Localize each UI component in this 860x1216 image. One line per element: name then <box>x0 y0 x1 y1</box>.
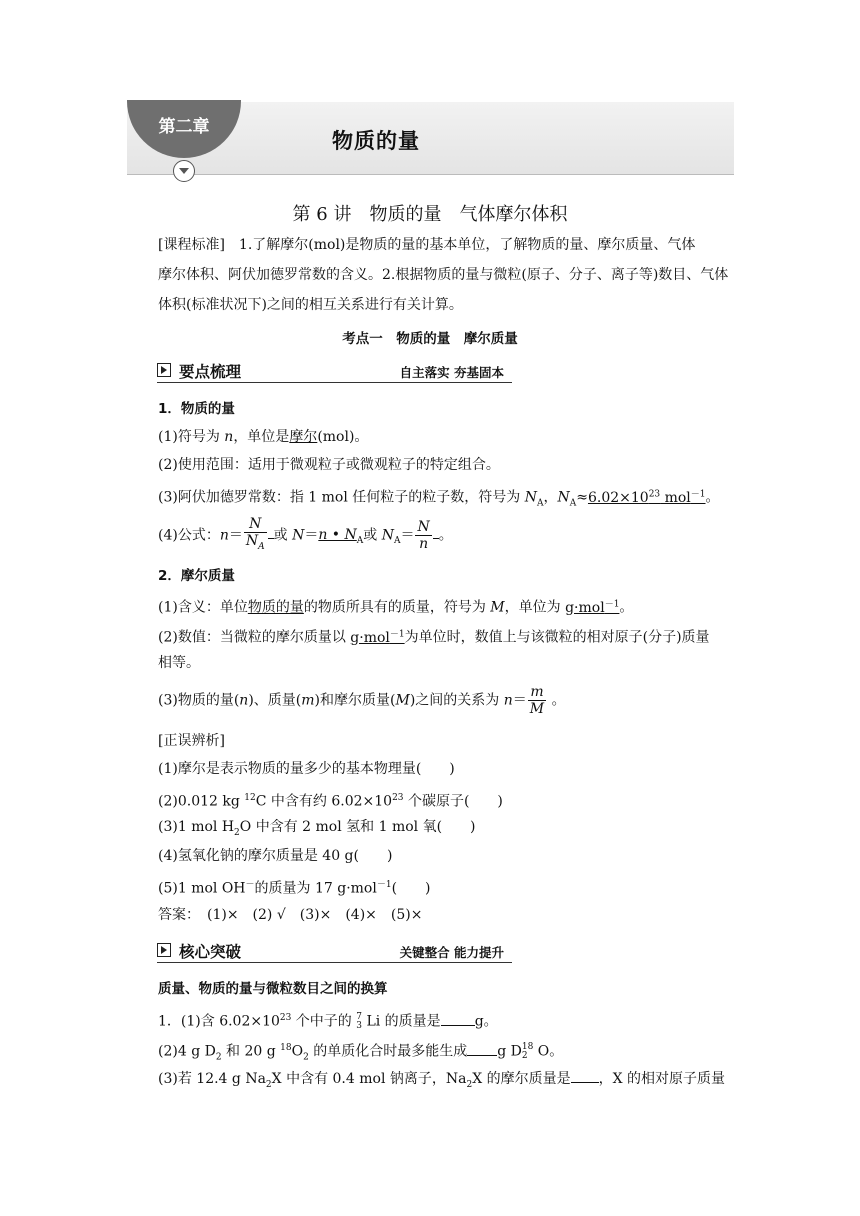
bar-title: 要点梳理 <box>179 363 242 381</box>
judge-q2: (2)0.012 kg $^{12}$C 中含有约 $6.02\times 10^{23}$ 个碳原子( ) <box>158 793 503 810</box>
lecture-title: 第 6 讲 物质的量 气体摩尔体积 <box>292 204 568 225</box>
para-value-cont: 相等。 <box>158 655 200 671</box>
bar-subtitle: 关键整合 能力提升 <box>399 945 504 960</box>
bar-title: 核心突破 <box>179 943 242 961</box>
heading-amount: 1．物质的量 <box>158 401 235 417</box>
chapter-badge: 第二章 <box>127 100 241 158</box>
problem-1-2: (2)4 g $D_2$ 和 20 g $^{18}O_2$ 的单质化合时最多能生成 g D 18 2 O。 <box>158 1041 564 1063</box>
para-definition: (1)含义：单位物质的量的物质所具有的质量，符号为 M，单位为 g·mol$^{-1}$。 <box>158 599 634 616</box>
problem-1-3: (3)若 12.4 g $Na_2X$ 中含有 0.4 mol 钠离子，$Na_2X$ 的摩尔质量是 ，X 的相对原子质量 <box>158 1066 736 1098</box>
standard-line-2: 摩尔体积、阿伏加德罗常数的含义。2.根据物质的量与微粒(原子、分子、离子等)数目、气体 <box>158 267 729 283</box>
judge-q5: (5)1 mol OH－的质量为 17 g·mol$^{-1}$( ) <box>158 880 431 897</box>
standard-line-3: 体积(标准状况下)之间的相互关系进行有关计算。 <box>158 297 463 313</box>
section-bar-key-points <box>157 360 512 383</box>
heading-molar-mass: 2．摩尔质量 <box>158 568 235 584</box>
judge-q3: (3)1 mol $H_2O$ 中含有 2 mol 氢和 1 mol 氧( ) <box>158 819 476 838</box>
para-formula: (4)公式：n＝ $\frac{N}{N_A}$ 或 N＝n • $N_A$或 $N_A=$ $\frac{N}{n}$ 。 <box>158 516 453 552</box>
section-title: 考点一 物质的量 摩尔质量 <box>342 331 518 347</box>
judge-q1: (1)摩尔是表示物质的量多少的基本物理量( ) <box>158 761 455 777</box>
para-symbol: (1)符号为 n，单位是摩尔(mol)。 <box>158 429 369 445</box>
bar-subtitle: 自主落实 夯基固本 <box>399 365 504 380</box>
standard-line-1: [课程标准] 1.了解摩尔(mol)是物质的量的基本单位，了解物质的量、摩尔质量、气体 <box>158 237 696 253</box>
para-relation: (3)物质的量(n)、质量(m)和摩尔质量(M)之间的关系为 n＝ $\frac{m}{M}$ 。 <box>158 684 566 717</box>
section-bar-core <box>157 940 512 963</box>
judge-heading: [正误辨析] <box>158 733 225 749</box>
play-icon <box>157 363 171 377</box>
para-avogadro: (3)阿伏加德罗常数：指 1 mol 任何粒子的粒子数，符号为 $N_A$，$N_A\approx 6.02\times 10^{23}$ mol$^{-1}$。 <box>158 489 720 509</box>
judge-q4: (4)氢氧化钠的摩尔质量是 40 g( ) <box>158 848 393 864</box>
chevron-down-icon <box>173 160 195 182</box>
problem-1-1: 1．(1)含 $6.02\times 10^{23}$ 个中子的 7 3 Li 的质量是 g。 <box>158 1011 498 1031</box>
core-heading: 质量、物质的量与微粒数目之间的换算 <box>158 981 388 997</box>
para-scope: (2)使用范围：适用于微观粒子或微观粒子的特定组合。 <box>158 457 500 473</box>
chapter-title: 物质的量 <box>332 129 420 153</box>
para-value: (2)数值：当微粒的摩尔质量以 g·mol$^{-1}$为单位时，数值上与该微粒的相对原子(分子)质量 <box>158 629 710 646</box>
answer-line: 答案： (1)× (2) √ (3)× (4)× (5)× <box>158 907 423 923</box>
play-icon <box>157 943 171 957</box>
